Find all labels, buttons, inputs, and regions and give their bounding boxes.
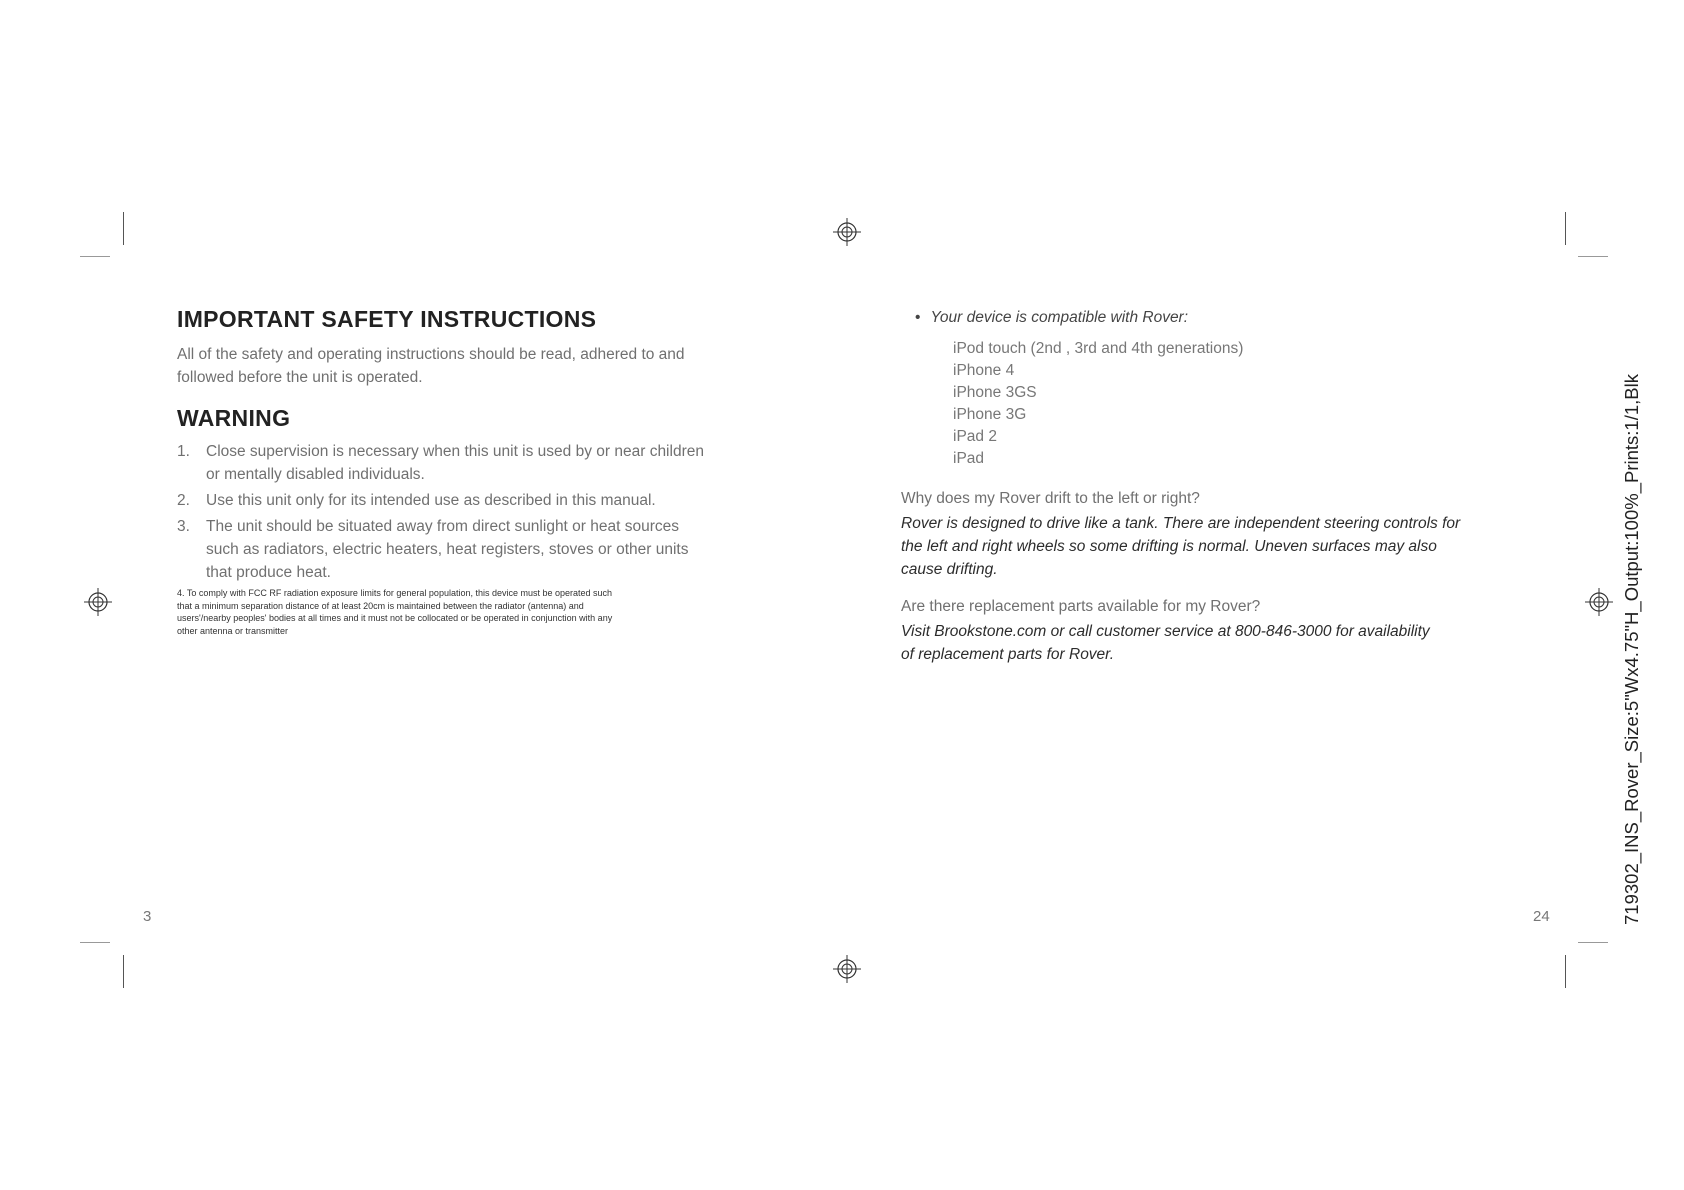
list-item: iPhone 4 bbox=[953, 362, 1015, 379]
faq-question: Are there replacement parts available for my Rover? bbox=[901, 598, 1261, 615]
faq-answer bbox=[901, 512, 1521, 581]
crop-mark-bottom-left-v bbox=[123, 955, 124, 988]
warning-heading: WARNING bbox=[177, 405, 291, 431]
crop-mark-top-right-h bbox=[1578, 256, 1608, 257]
registration-mark-icon bbox=[832, 954, 862, 984]
intro-line: followed before the unit is operated. bbox=[177, 369, 423, 386]
list-number: 3. bbox=[177, 518, 190, 535]
answer-line: Visit Brookstone.com or call customer service at 800-846-3000 for availability bbox=[901, 623, 1430, 640]
answer-line: cause drifting. bbox=[901, 561, 998, 578]
registration-mark-icon bbox=[832, 217, 862, 247]
list-number: 1. bbox=[177, 443, 190, 460]
faq-answer bbox=[901, 620, 1521, 666]
answer-line: of replacement parts for Rover. bbox=[901, 646, 1115, 663]
page-title: IMPORTANT SAFETY INSTRUCTIONS bbox=[177, 306, 597, 332]
crop-mark-top-right-v bbox=[1565, 212, 1566, 245]
device-list bbox=[953, 338, 1243, 470]
registration-mark-icon bbox=[1584, 587, 1614, 617]
compat-heading bbox=[915, 306, 1188, 329]
page-number-left: 3 bbox=[143, 908, 152, 925]
warning-list bbox=[177, 440, 747, 587]
list-item: iPhone 3G bbox=[953, 406, 1027, 423]
list-item bbox=[177, 515, 747, 584]
answer-line: the left and right wheels so some drifting is normal. Uneven surfaces may also bbox=[901, 538, 1437, 555]
list-text: or mentally disabled individuals. bbox=[206, 466, 425, 483]
list-item: iPhone 3GS bbox=[953, 384, 1037, 401]
list-text: such as radiators, electric heaters, heat registers, stoves or other units bbox=[206, 541, 689, 558]
intro-paragraph bbox=[177, 343, 737, 389]
intro-line: All of the safety and operating instructions should be read, adhered to and bbox=[177, 346, 685, 363]
list-item: iPad bbox=[953, 450, 985, 467]
crop-mark-bottom-right-v bbox=[1565, 955, 1566, 988]
crop-mark-top-left-h bbox=[80, 256, 110, 257]
page-number-right: 24 bbox=[1533, 908, 1550, 925]
list-number: 2. bbox=[177, 492, 190, 509]
list-text: that produce heat. bbox=[206, 564, 331, 581]
bullet: • bbox=[915, 309, 921, 326]
print-slug: 719302_INS_Rover_Size:5"Wx4.75"H_Output:100%_Prints:1/1,Blk bbox=[1621, 374, 1642, 925]
list-text: The unit should be situated away from direct sunlight or heat sources bbox=[206, 518, 680, 535]
fcc-line: other antenna or transmitter bbox=[177, 625, 289, 636]
registration-mark-icon bbox=[83, 587, 113, 617]
answer-line: Rover is designed to drive like a tank. There are independent steering controls for bbox=[901, 515, 1461, 532]
faq-question: Why does my Rover drift to the left or right? bbox=[901, 490, 1200, 507]
list-text: Close supervision is necessary when this unit is used by or near children bbox=[206, 443, 704, 460]
list-item: iPad 2 bbox=[953, 428, 997, 445]
crop-mark-top-left-v bbox=[123, 212, 124, 245]
fcc-line: users'/nearby peoples' bodies at all times and it must not be collocated or be operated in conjunction with any bbox=[177, 613, 613, 623]
compat-heading-text: Your device is compatible with Rover: bbox=[930, 309, 1189, 326]
list-item: iPod touch (2nd , 3rd and 4th generations) bbox=[953, 340, 1244, 357]
fcc-notice bbox=[177, 587, 757, 637]
crop-mark-bottom-right-h bbox=[1578, 942, 1608, 943]
fcc-line: 4. To comply with FCC RF radiation exposure limits for general population, this device must be operated such bbox=[177, 588, 613, 598]
list-item bbox=[177, 489, 747, 512]
crop-mark-bottom-left-h bbox=[80, 942, 110, 943]
list-text: Use this unit only for its intended use as described in this manual. bbox=[206, 492, 656, 509]
list-item bbox=[177, 440, 747, 486]
fcc-line: that a minimum separation distance of at least 20cm is maintained between the radiator (antenna) and bbox=[177, 600, 584, 611]
